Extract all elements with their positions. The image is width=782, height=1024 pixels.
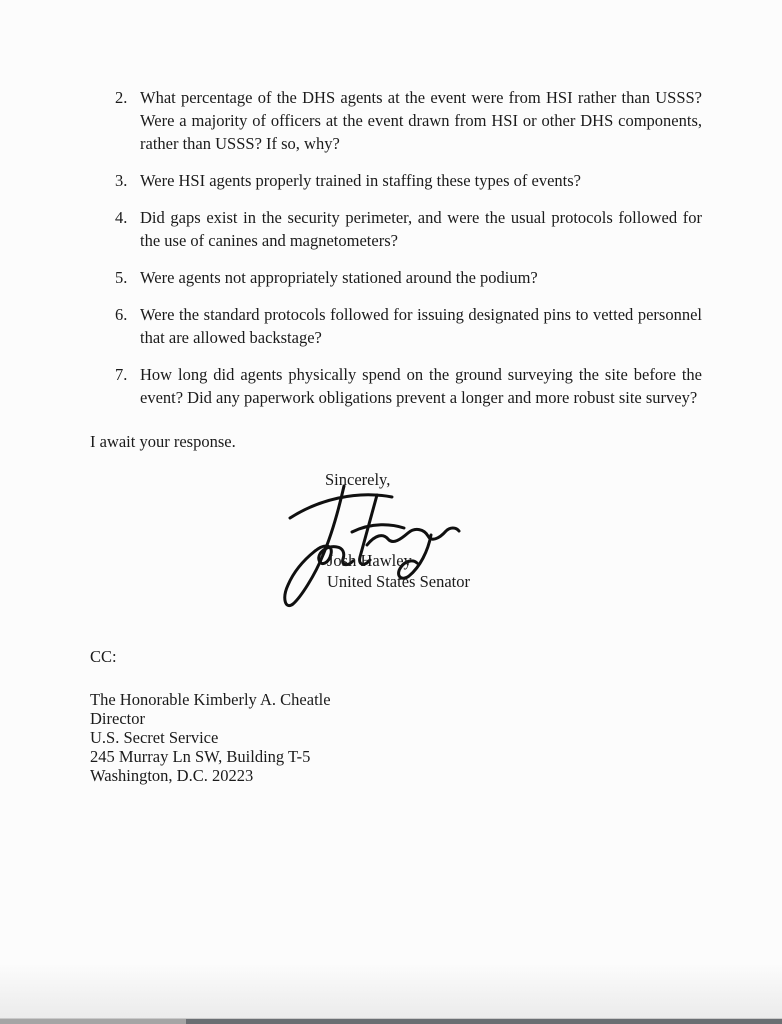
question-item-5 [115,266,702,289]
question-text: Were agents not appropriately stationed around the podium? [140,268,538,287]
question-text: Were HSI agents properly trained in staffing these types of events? [140,171,581,190]
cc-recipient-organization: U.S. Secret Service [90,728,219,747]
cc-label: CC: [90,647,117,666]
signature-ink-icon [280,482,470,614]
question-text: What percentage of the DHS agents at the event were from HSI rather than USSS? Were a majority of officers at the event drawn from HSI or other DHS components, rather than USSS? If so, why? [140,88,702,153]
question-item-6 [115,303,702,349]
cc-recipient-address-line1: 245 Murray Ln SW, Building T-5 [90,747,311,766]
horizontal-scrollbar-track[interactable] [0,1018,782,1024]
closing-line: I await your response. [90,432,236,451]
questions-list [90,86,702,409]
question-number: 4. [115,208,128,227]
question-number: 2. [115,88,128,107]
question-text: How long did agents physically spend on the ground surveying the site before the event? Did any paperwork obligations prevent a longer and more robust site survey? [140,365,702,407]
page-bottom-shadow [0,963,782,1018]
question-item-7 [115,363,702,409]
horizontal-scrollbar-thumb[interactable] [186,1019,782,1024]
question-item-2 [115,86,702,155]
cc-recipient-title: Director [90,709,145,728]
cc-recipient-address-line2: Washington, D.C. 20223 [90,766,254,785]
sender-title: United States Senator [327,572,470,591]
sender-name: Josh Hawley [327,551,412,570]
signoff: Sincerely, [325,470,391,489]
question-number: 5. [115,268,128,287]
question-text: Did gaps exist in the security perimeter, and were the usual protocols followed for the use of canines and magnetometers? [140,208,702,250]
question-item-4 [115,206,702,252]
question-number: 3. [115,171,128,190]
cc-recipient-name: The Honorable Kimberly A. Cheatle [90,690,331,709]
question-text: Were the standard protocols followed for issuing designated pins to vetted personnel that are allowed backstage? [140,305,702,347]
signature-block [325,468,702,616]
question-item-3 [115,169,702,192]
cc-block [90,647,702,785]
question-number: 6. [115,305,128,324]
question-number: 7. [115,365,128,384]
sender-identity [327,550,470,592]
